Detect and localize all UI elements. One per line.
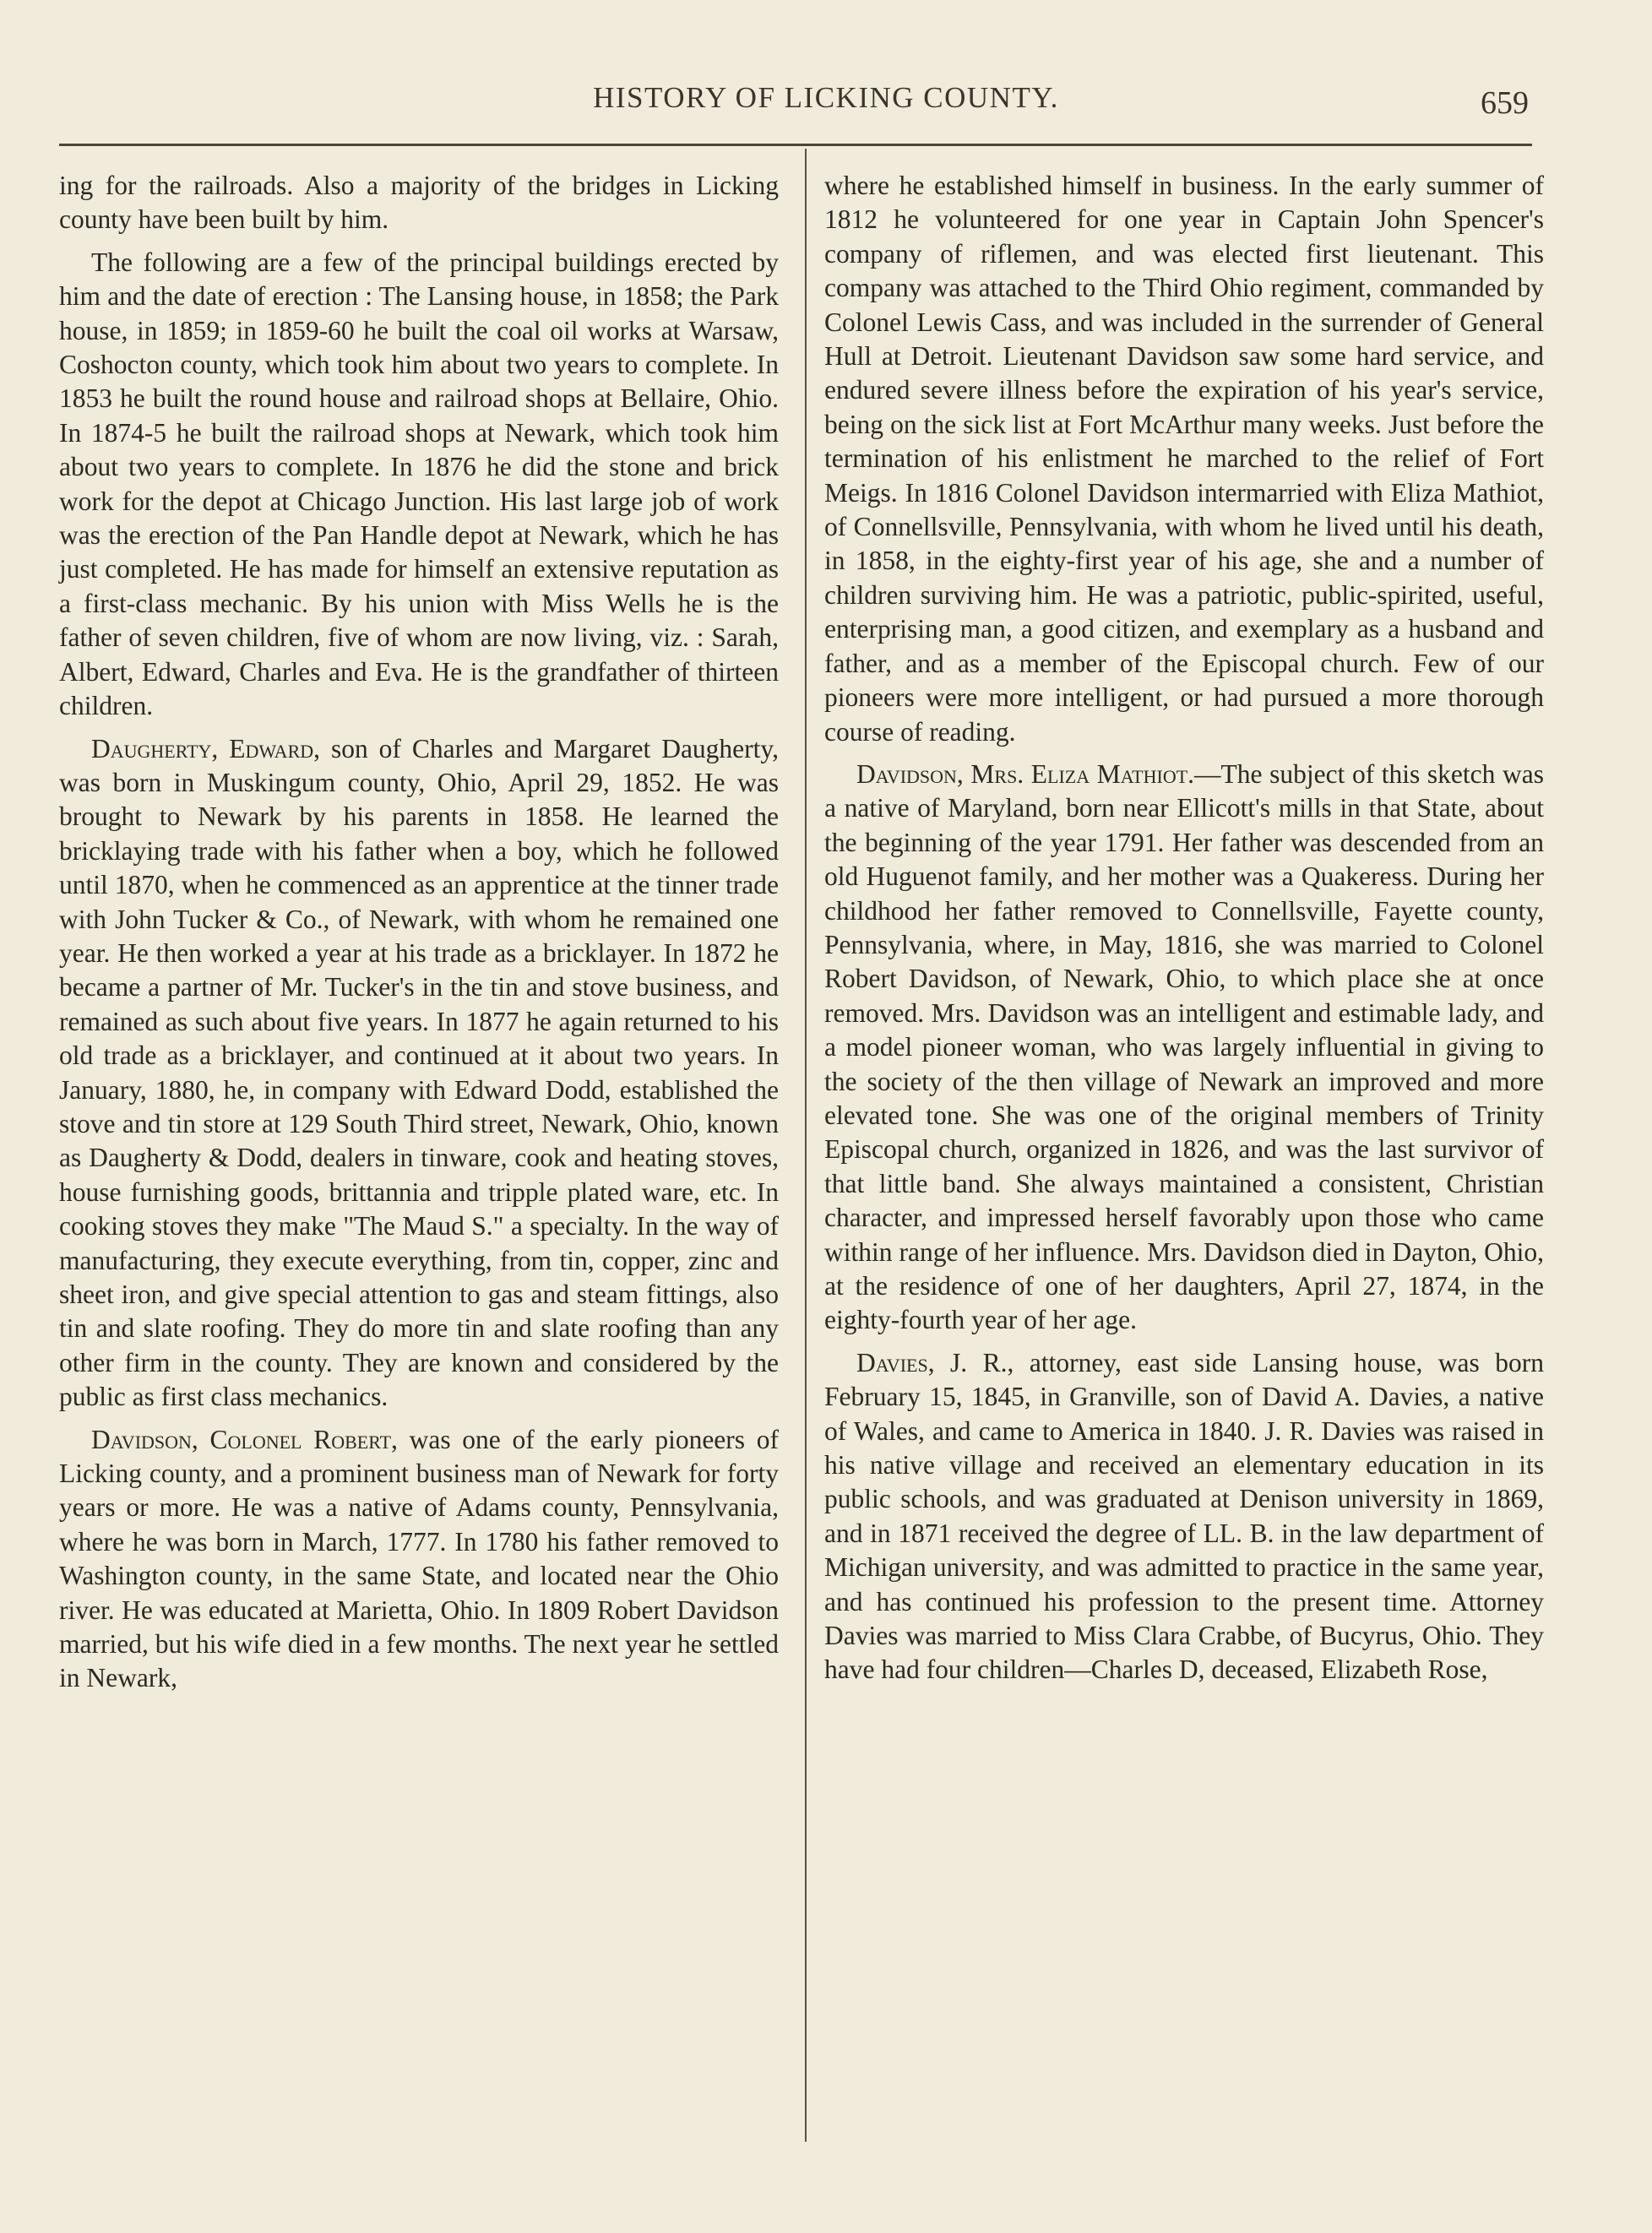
running-header-title: HISTORY OF LICKING COUNTY. bbox=[593, 81, 1059, 114]
paragraph bbox=[59, 1423, 779, 1696]
paragraph-text: The following are a few of the principal buildings erected by him and the date of erection : The Lansing house, in 1858; the Park house, in 1859; in 1859-60 he built the coal oil works at Warsaw, Coshocton county, which took him about two years to complete. In 1853 he built the round house and railroad shops at Bellaire, Ohio. In 1874-5 he built the railroad shops at Newark, which took him about two years to complete. In 1876 he did the stone and brick work for the depot at Chicago Junction. His last large job of work was the erection of the Pan Handle depot at Newark, which he has just completed. He has made for himself an extensive reputation as a first-class mechanic. By his union with Miss Wells he is the father of seven children, five of whom are now living, viz. : Sarah, Albert, Edward, Charles and Eva. He is the grandfather of thirteen children. bbox=[59, 247, 779, 721]
paragraph bbox=[824, 169, 1544, 749]
paragraph-text: was one of the early pioneers of Licking county, and a prominent business man of Newark for forty years or more. He was a native of Adams county, Pennsylvania, where he was born in March, 1777. In 1780 his father removed to Washington county, in the same State, and located near the Ohio river. He was educated at Marietta, Ohio. In 1809 Robert Davidson married, but his wife died in a few months. The next year he settled in Newark, bbox=[59, 1424, 779, 1693]
entry-name: Davies, J. R., bbox=[856, 1347, 1014, 1377]
paragraph bbox=[59, 169, 779, 237]
entry-name: Davidson, Mrs. Eliza Mathiot. bbox=[856, 758, 1195, 789]
right-column bbox=[824, 169, 1544, 1696]
entry-name: Daugherty, Edward, bbox=[91, 733, 321, 763]
paragraph-text: attorney, east side Lansing house, was born February 15, 1845, in Granville, son of David A. Davies, a native of Wales, and came to America in 1840. J. R. Davies was raised in his native village and received an elementary education in its public schools, and was graduated at Denison university in 1869, and in 1871 received the degree of LL. B. in the law department of Michigan university, and was admitted to practice in the same year, and has continued his profession to the present time. Attorney Davies was married to Miss Clara Crabbe, of Bucyrus, Ohio. They have had four children—Charles D, deceased, Elizabeth Rose, bbox=[824, 1347, 1544, 1685]
header-rule bbox=[59, 144, 1532, 146]
paragraph bbox=[824, 758, 1544, 1338]
left-column bbox=[59, 169, 779, 1704]
column-divider bbox=[805, 149, 807, 2142]
page-number: 659 bbox=[1481, 85, 1529, 121]
paragraph bbox=[59, 246, 779, 724]
paragraph-text: —The subject of this sketch was a native of Maryland, born near Ellicott's mills in that State, about the beginning of the year 1791. Her father was descended from an old Huguenot family, and her mother was a Quakeress. During her childhood her father removed to Connellsville, Fayette county, Pennsylvania, where, in May, 1816, she was married to Colonel Robert Davidson, of Newark, Ohio, to which place she at once removed. Mrs. Davidson was an intelligent and estimable lady, and a model pioneer woman, who was largely influential in giving to the society of the then village of Newark an improved and more elevated tone. She was one of the original members of Trinity Episcopal church, organized in 1826, and was the last survivor of that little band. She always maintained a consistent, Christian character, and impressed herself favorably upon those who came within range of her influence. Mrs. Davidson died in Dayton, Ohio, at the residence of one of her daughters, April 27, 1874, in the eighty-fourth year of her age. bbox=[824, 758, 1544, 1335]
paragraph-text: son of Charles and Margaret Daugherty, was born in Muskingum county, Ohio, April 29, 1852. He was brought to Newark by his parents in 1858. He learned the bricklaying trade with his father when a boy, which he followed until 1870, when he commenced as an apprentice at the tinner trade with John Tucker & Co., of Newark, with whom he remained one year. He then worked a year at his trade as a bricklayer. In 1872 he became a partner of Mr. Tucker's in the tin and stove business, and remained as such about five years. In 1877 he again returned to his old trade as a bricklayer, and continued at it about two years. In January, 1880, he, in company with Edward Dodd, established the stove and tin store at 129 South Third street, Newark, Ohio, known as Daugherty & Dodd, dealers in tinware, cook and heating stoves, house furnishing goods, brittannia and tripple plated ware, etc. In cooking stoves they make "The Maud S." a specialty. In the way of manufacturing, they execute everything, from tin, copper, zinc and sheet iron, and give special attention to gas and steam fittings, also tin and slate roofing. They do more tin and slate roofing than any other firm in the county. They are known and considered by the public as first class mechanics. bbox=[59, 733, 779, 1412]
paragraph bbox=[824, 1346, 1544, 1687]
paragraph-text: ing for the railroads. Also a majority of the bridges in Licking county have been built by him. bbox=[59, 171, 779, 235]
paragraph-text: where he established himself in business. In the early summer of 1812 he volunteered for one year in Captain John Spencer's company of riflemen, and was elected first lieutenant. This company was attached to the Third Ohio regiment, commanded by Colonel Lewis Cass, and was included in the surrender of General Hull at Detroit. Lieutenant Davidson saw some hard service, and endured severe illness before the expiration of his year's service, being on the sick list at Fort McArthur many weeks. Just before the termination of his enlistment he marched to the relief of Fort Meigs. In 1816 Colonel Davidson intermarried with Eliza Mathiot, of Connellsville, Pennsylvania, with whom he lived until his death, in 1858, in the eighty-first year of his age, she and a number of children surviving him. He was a patriotic, public-spirited, useful, enterprising man, a good citizen, and exemplary as a husband and father, and as a member of the Episcopal church. Few of our pioneers were more intelligent, or had pursued a more thorough course of reading. bbox=[824, 171, 1544, 747]
paragraph bbox=[59, 732, 779, 1415]
entry-name: Davidson, Colonel Robert, bbox=[91, 1424, 398, 1454]
